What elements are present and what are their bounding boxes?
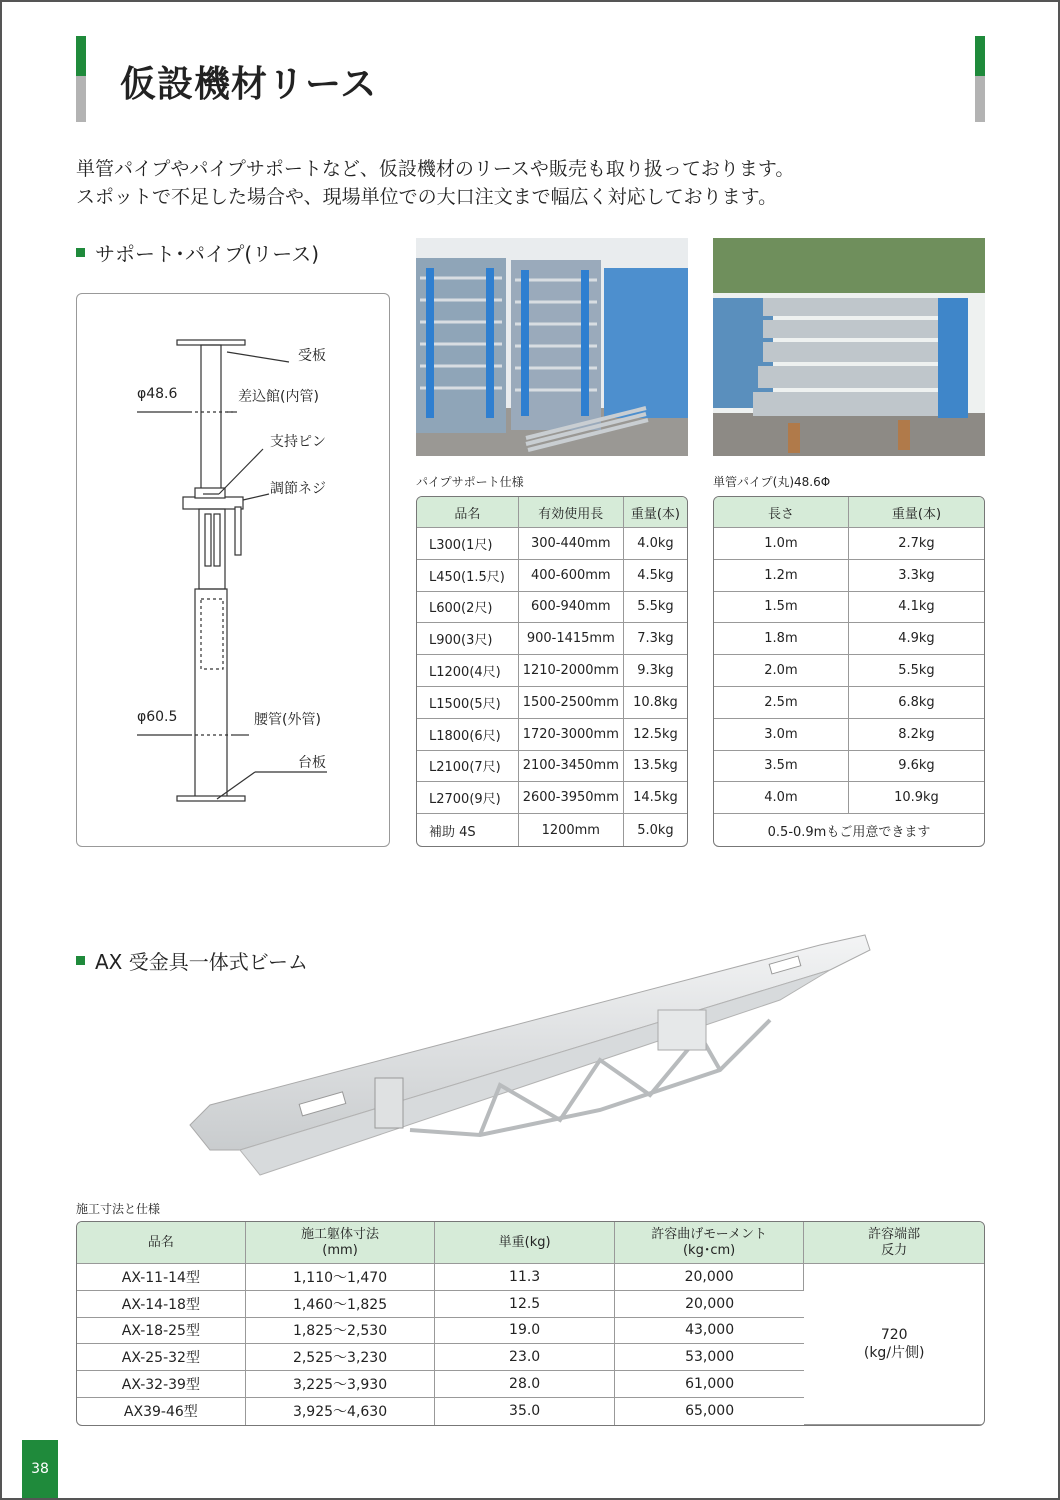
table-header: 許容端部 反力 <box>804 1222 984 1264</box>
table-cell: 3.5m <box>714 751 849 783</box>
table-cell: 1.8m <box>714 623 849 655</box>
table-header-row <box>77 1222 984 1264</box>
table-cell: 14.5kg <box>624 782 687 814</box>
table-cell: 28.0 <box>435 1371 614 1398</box>
table-header-row <box>417 497 687 528</box>
table-note: 0.5-0.9mもご用意できます <box>767 824 931 840</box>
page-title: 仮設機材リース <box>120 64 378 105</box>
table-cell: L1200(4尺) <box>417 655 519 687</box>
table-cell: L1500(5尺) <box>417 687 519 719</box>
pipe-support-drawing <box>77 294 391 848</box>
table-cell: 4.1kg <box>849 592 984 624</box>
table-row <box>714 655 984 687</box>
single-pipe-table-caption: 単管パイプ(丸)48.6Φ <box>713 475 831 489</box>
table-row <box>714 560 984 592</box>
pipe-support-table-caption: パイプサポート仕様 <box>416 475 524 489</box>
table-cell: 23.0 <box>435 1344 614 1371</box>
table-cell: 2,525～3,230 <box>246 1344 436 1371</box>
label-base-plate: 台板 <box>298 755 326 771</box>
bullet-square-icon <box>76 956 85 965</box>
pipe-support-table <box>416 496 688 847</box>
label-outer-diameter: φ60.5 <box>137 709 178 725</box>
label-outer-pipe: 腰管(外管) <box>254 712 321 728</box>
table-cell: 1.5m <box>714 592 849 624</box>
table-row <box>417 528 687 560</box>
table-cell: AX-32-39型 <box>77 1371 246 1398</box>
table-cell: 4.0kg <box>624 528 687 560</box>
table-row <box>714 751 984 783</box>
table-row <box>417 655 687 687</box>
table-cell: 12.5kg <box>624 719 687 751</box>
table-row <box>417 719 687 751</box>
table-cell: 10.9kg <box>849 782 984 814</box>
table-cell: AX-25-32型 <box>77 1344 246 1371</box>
table-cell: 13.5kg <box>624 751 687 783</box>
label-inner-pipe: 差込館(内管) <box>238 389 319 405</box>
table-cell: 5.5kg <box>624 592 687 624</box>
table-cell: 6.8kg <box>849 687 984 719</box>
table-cell: L2100(7尺) <box>417 751 519 783</box>
table-cell: 11.3 <box>435 1264 614 1291</box>
reaction-unit: (kg/片側) <box>863 1344 925 1361</box>
table-note-row <box>714 814 984 846</box>
table-cell: 4.9kg <box>849 623 984 655</box>
table-cell: 8.2kg <box>849 719 984 751</box>
table-cell: 3.0m <box>714 719 849 751</box>
table-cell: 1200mm <box>519 814 624 846</box>
table-cell: 5.5kg <box>849 655 984 687</box>
table-cell: 3,225～3,930 <box>246 1371 436 1398</box>
table-cell: L450(1.5尺) <box>417 560 519 592</box>
table-cell: AX-11-14型 <box>77 1264 246 1291</box>
reaction-cell <box>804 1264 984 1425</box>
table-cell: 43,000 <box>615 1318 805 1345</box>
table-cell: 9.6kg <box>849 751 984 783</box>
table-cell: 2.0m <box>714 655 849 687</box>
table-row <box>417 687 687 719</box>
table-cell: 300-440mm <box>519 528 624 560</box>
table-row <box>417 592 687 624</box>
table-cell: 3,925～4,630 <box>246 1398 436 1425</box>
single-pipe-photo <box>713 238 985 456</box>
table-cell: 900-1415mm <box>519 623 624 655</box>
intro-text <box>76 155 794 211</box>
table-cell: 7.3kg <box>624 623 687 655</box>
table-row <box>714 719 984 751</box>
table-row <box>417 623 687 655</box>
beam-table-caption: 施工寸法と仕様 <box>76 1202 161 1216</box>
table-header: 単重(kg) <box>435 1222 614 1264</box>
table-cell: 1,460～1,825 <box>246 1291 436 1318</box>
table-cell: 20,000 <box>615 1291 805 1318</box>
table-header: 許容曲げモーメント (kg･cm) <box>615 1222 805 1264</box>
table-cell: 補助 4S <box>417 814 519 846</box>
table-cell: 61,000 <box>615 1371 805 1398</box>
table-header: 品名 <box>77 1222 246 1264</box>
table-row <box>417 814 687 846</box>
table-cell: 1720-3000mm <box>519 719 624 751</box>
table-cell: 4.0m <box>714 782 849 814</box>
intro-line-1: 単管パイプやパイプサポートなど、仮設機材のリースや販売も取り扱っております。 <box>76 158 795 180</box>
table-cell: 10.8kg <box>624 687 687 719</box>
label-top-plate: 受板 <box>298 348 326 364</box>
pipe-support-diagram <box>76 293 390 847</box>
table-cell: 53,000 <box>615 1344 805 1371</box>
table-row <box>714 528 984 560</box>
table-header-row <box>714 497 984 528</box>
table-cell: L600(2尺) <box>417 592 519 624</box>
support-section-heading <box>76 238 319 267</box>
intro-line-2: スポットで不足した場合や、現場単位での大口注文まで幅広く対応しております。 <box>76 186 778 208</box>
table-cell: 19.0 <box>435 1318 614 1345</box>
table-cell: 12.5 <box>435 1291 614 1318</box>
page-number: 38 <box>22 1440 58 1498</box>
table-cell: 4.5kg <box>624 560 687 592</box>
title-accent-left <box>76 36 86 122</box>
table-cell: L2700(9尺) <box>417 782 519 814</box>
table-cell: L1800(6尺) <box>417 719 519 751</box>
table-cell: 1,110～1,470 <box>246 1264 436 1291</box>
reaction-value: 720 <box>880 1326 908 1343</box>
table-cell: 2100-3450mm <box>519 751 624 783</box>
table-cell: 65,000 <box>685 1403 735 1420</box>
table-header: 有効使用長 <box>519 497 624 528</box>
table-cell: L300(1尺) <box>417 528 519 560</box>
label-inner-diameter: φ48.6 <box>137 386 178 402</box>
table-row <box>417 782 687 814</box>
table-header: 長さ <box>714 497 849 528</box>
table-cell: 5.0kg <box>637 822 674 838</box>
table-cell: 2600-3950mm <box>519 782 624 814</box>
table-header: 重量(本) <box>849 497 984 528</box>
beam-heading-text: AX 受金具一体式ビーム <box>95 950 308 974</box>
beam-photo <box>180 920 880 1184</box>
support-heading-text: サポート･パイプ(リース) <box>95 242 320 266</box>
pipe-support-photo <box>416 238 688 456</box>
table-row <box>714 687 984 719</box>
table-row <box>417 560 687 592</box>
table-row <box>714 592 984 624</box>
table-cell: AX-18-25型 <box>77 1318 246 1345</box>
table-header: 施工躯体寸法 (mm) <box>246 1222 436 1264</box>
table-header: 重量(本) <box>624 497 687 528</box>
single-pipe-table <box>713 496 985 847</box>
table-row <box>417 751 687 783</box>
table-cell: 2.5m <box>714 687 849 719</box>
table-cell: AX-14-18型 <box>77 1291 246 1318</box>
table-cell: 1500-2500mm <box>519 687 624 719</box>
table-cell: 1,825～2,530 <box>246 1318 436 1345</box>
table-row <box>714 782 984 814</box>
label-pin: 支持ピン <box>270 434 326 450</box>
table-row <box>77 1264 984 1291</box>
title-accent-right <box>975 36 985 122</box>
label-screw: 調節ネジ <box>270 481 326 497</box>
table-cell: AX39-46型 <box>77 1398 246 1425</box>
table-cell: 35.0 <box>435 1398 614 1425</box>
table-row <box>714 623 984 655</box>
table-cell: L900(3尺) <box>417 623 519 655</box>
table-cell: 2.7kg <box>849 528 984 560</box>
table-cell: 3.3kg <box>849 560 984 592</box>
table-header: 品名 <box>417 497 519 528</box>
table-cell: 400-600mm <box>519 560 624 592</box>
table-cell: 1210-2000mm <box>519 655 624 687</box>
beam-spec-table <box>76 1221 985 1426</box>
table-cell: 1.2m <box>714 560 849 592</box>
table-cell: 1.0m <box>714 528 849 560</box>
table-cell: 600-940mm <box>519 592 624 624</box>
table-cell: 20,000 <box>615 1264 805 1291</box>
table-cell: 9.3kg <box>624 655 687 687</box>
bullet-square-icon <box>76 248 85 257</box>
